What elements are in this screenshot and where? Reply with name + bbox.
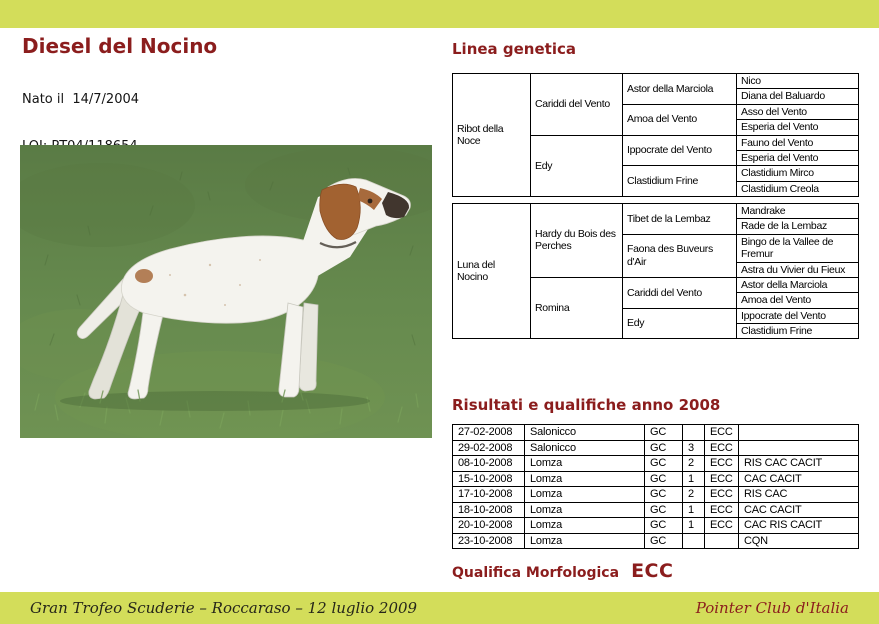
table-row	[453, 456, 859, 472]
result-cell-awards	[739, 440, 859, 456]
pedigree-cell: Bingo de la Vallee de Fremur	[737, 234, 859, 262]
dog-photo	[20, 145, 432, 438]
footer-bar	[0, 592, 879, 624]
section-heading-linea-genetica: Linea genetica	[452, 40, 576, 58]
pedigree-cell: Esperia del Vento	[737, 120, 859, 135]
result-cell-grade: ECC	[705, 440, 739, 456]
pedigree-cell: Amoa del Vento	[623, 104, 737, 135]
pedigree-cell: Clastidium Frine	[737, 324, 859, 339]
result-cell-awards: CQN	[739, 533, 859, 549]
result-cell-awards: CAC CACIT	[739, 471, 859, 487]
table-row	[453, 487, 859, 503]
pedigree-cell: Astor della Marciola	[623, 74, 737, 105]
result-cell-type: GC	[645, 440, 683, 456]
pedigree-cell: Fauno del Vento	[737, 135, 859, 150]
result-cell-type: GC	[645, 425, 683, 441]
footer-event-text: Gran Trofeo Scuderie – Roccaraso – 12 luglio 2009	[30, 599, 418, 617]
result-cell-rank: 2	[683, 456, 705, 472]
pedigree-cell: Romina	[531, 277, 623, 339]
pedigree-cell: Clastidium Frine	[623, 166, 737, 197]
table-row	[453, 74, 859, 89]
pedigree-cell: Ribot della Noce	[453, 74, 531, 197]
result-cell-date: 27-02-2008	[453, 425, 525, 441]
pedigree-cell: Ippocrate del Vento	[737, 308, 859, 323]
result-cell-date: 18-10-2008	[453, 502, 525, 518]
table-row	[453, 471, 859, 487]
result-cell-type: GC	[645, 533, 683, 549]
result-cell-place: Lomza	[525, 533, 645, 549]
result-cell-type: GC	[645, 518, 683, 534]
pedigree-cell: Cariddi del Vento	[623, 277, 737, 308]
pedigree-cell: Asso del Vento	[737, 104, 859, 119]
pedigree-cell: Diana del Baluardo	[737, 89, 859, 104]
result-cell-place: Lomza	[525, 502, 645, 518]
result-cell-rank	[683, 533, 705, 549]
pedigree-cell: Clastidium Mirco	[737, 166, 859, 181]
pedigree-cell: Amoa del Vento	[737, 293, 859, 308]
result-cell-grade: ECC	[705, 502, 739, 518]
result-cell-type: GC	[645, 487, 683, 503]
pedigree-cell: Edy	[623, 308, 737, 339]
info-line-birthdate: Nato il 14/7/2004	[22, 92, 140, 108]
result-cell-place: Salonicco	[525, 425, 645, 441]
pedigree-cell: Edy	[531, 135, 623, 197]
top-color-bar	[0, 0, 879, 28]
result-cell-date: 08-10-2008	[453, 456, 525, 472]
result-cell-date: 23-10-2008	[453, 533, 525, 549]
table-row	[453, 204, 859, 219]
footer-club-text: Pointer Club d'Italia	[695, 599, 849, 617]
pedigree-table-sire	[452, 73, 859, 197]
table-row	[453, 533, 859, 549]
pedigree-cell: Cariddi del Vento	[531, 74, 623, 136]
result-cell-date: 15-10-2008	[453, 471, 525, 487]
page-title: Diesel del Nocino	[22, 34, 218, 58]
pedigree-cell: Mandrake	[737, 204, 859, 219]
table-row	[453, 518, 859, 534]
result-cell-date: 29-02-2008	[453, 440, 525, 456]
pedigree-cell: Nico	[737, 74, 859, 89]
pedigree-table-dam	[452, 203, 859, 339]
pedigree-cell: Astra du Vivier du Fieux	[737, 262, 859, 277]
table-row	[453, 440, 859, 456]
result-cell-awards: RIS CAC CACIT	[739, 456, 859, 472]
result-cell-type: GC	[645, 502, 683, 518]
result-cell-awards	[739, 425, 859, 441]
pedigree-cell: Astor della Marciola	[737, 277, 859, 292]
result-cell-awards: CAC RIS CACIT	[739, 518, 859, 534]
result-cell-grade: ECC	[705, 456, 739, 472]
qualification-label: Qualifica Morfologica	[452, 565, 620, 581]
result-cell-place: Salonicco	[525, 440, 645, 456]
result-cell-grade: ECC	[705, 518, 739, 534]
result-cell-type: GC	[645, 471, 683, 487]
pedigree-cell: Luna del Nocino	[453, 204, 531, 339]
table-row	[453, 425, 859, 441]
qualification-value: ECC	[631, 560, 674, 582]
results-table	[452, 424, 859, 549]
pedigree-cell: Clastidium Creola	[737, 181, 859, 196]
result-cell-awards: RIS CAC	[739, 487, 859, 503]
pedigree-cell: Hardy du Bois des Perches	[531, 204, 623, 278]
result-cell-place: Lomza	[525, 487, 645, 503]
result-cell-place: Lomza	[525, 456, 645, 472]
result-cell-place: Lomza	[525, 471, 645, 487]
result-cell-awards: CAC CACIT	[739, 502, 859, 518]
result-cell-grade: ECC	[705, 471, 739, 487]
result-cell-rank: 1	[683, 518, 705, 534]
dog-photo-image	[20, 145, 432, 438]
result-cell-type: GC	[645, 456, 683, 472]
pedigree-cell: Rade de la Lembaz	[737, 219, 859, 234]
result-cell-rank: 2	[683, 487, 705, 503]
result-cell-rank: 1	[683, 471, 705, 487]
result-cell-date: 20-10-2008	[453, 518, 525, 534]
table-row	[453, 502, 859, 518]
result-cell-rank: 3	[683, 440, 705, 456]
pedigree-cell: Tibet de la Lembaz	[623, 204, 737, 235]
morphological-qualification	[452, 560, 673, 582]
result-cell-grade: ECC	[705, 425, 739, 441]
pedigree-cell: Faona des Buveurs d'Air	[623, 234, 737, 277]
result-cell-grade: ECC	[705, 487, 739, 503]
result-cell-rank	[683, 425, 705, 441]
pedigree-cell: Esperia del Vento	[737, 150, 859, 165]
result-cell-grade	[705, 533, 739, 549]
section-heading-risultati: Risultati e qualifiche anno 2008	[452, 396, 721, 414]
pedigree-cell: Ippocrate del Vento	[623, 135, 737, 166]
result-cell-date: 17-10-2008	[453, 487, 525, 503]
result-cell-place: Lomza	[525, 518, 645, 534]
result-cell-rank: 1	[683, 502, 705, 518]
